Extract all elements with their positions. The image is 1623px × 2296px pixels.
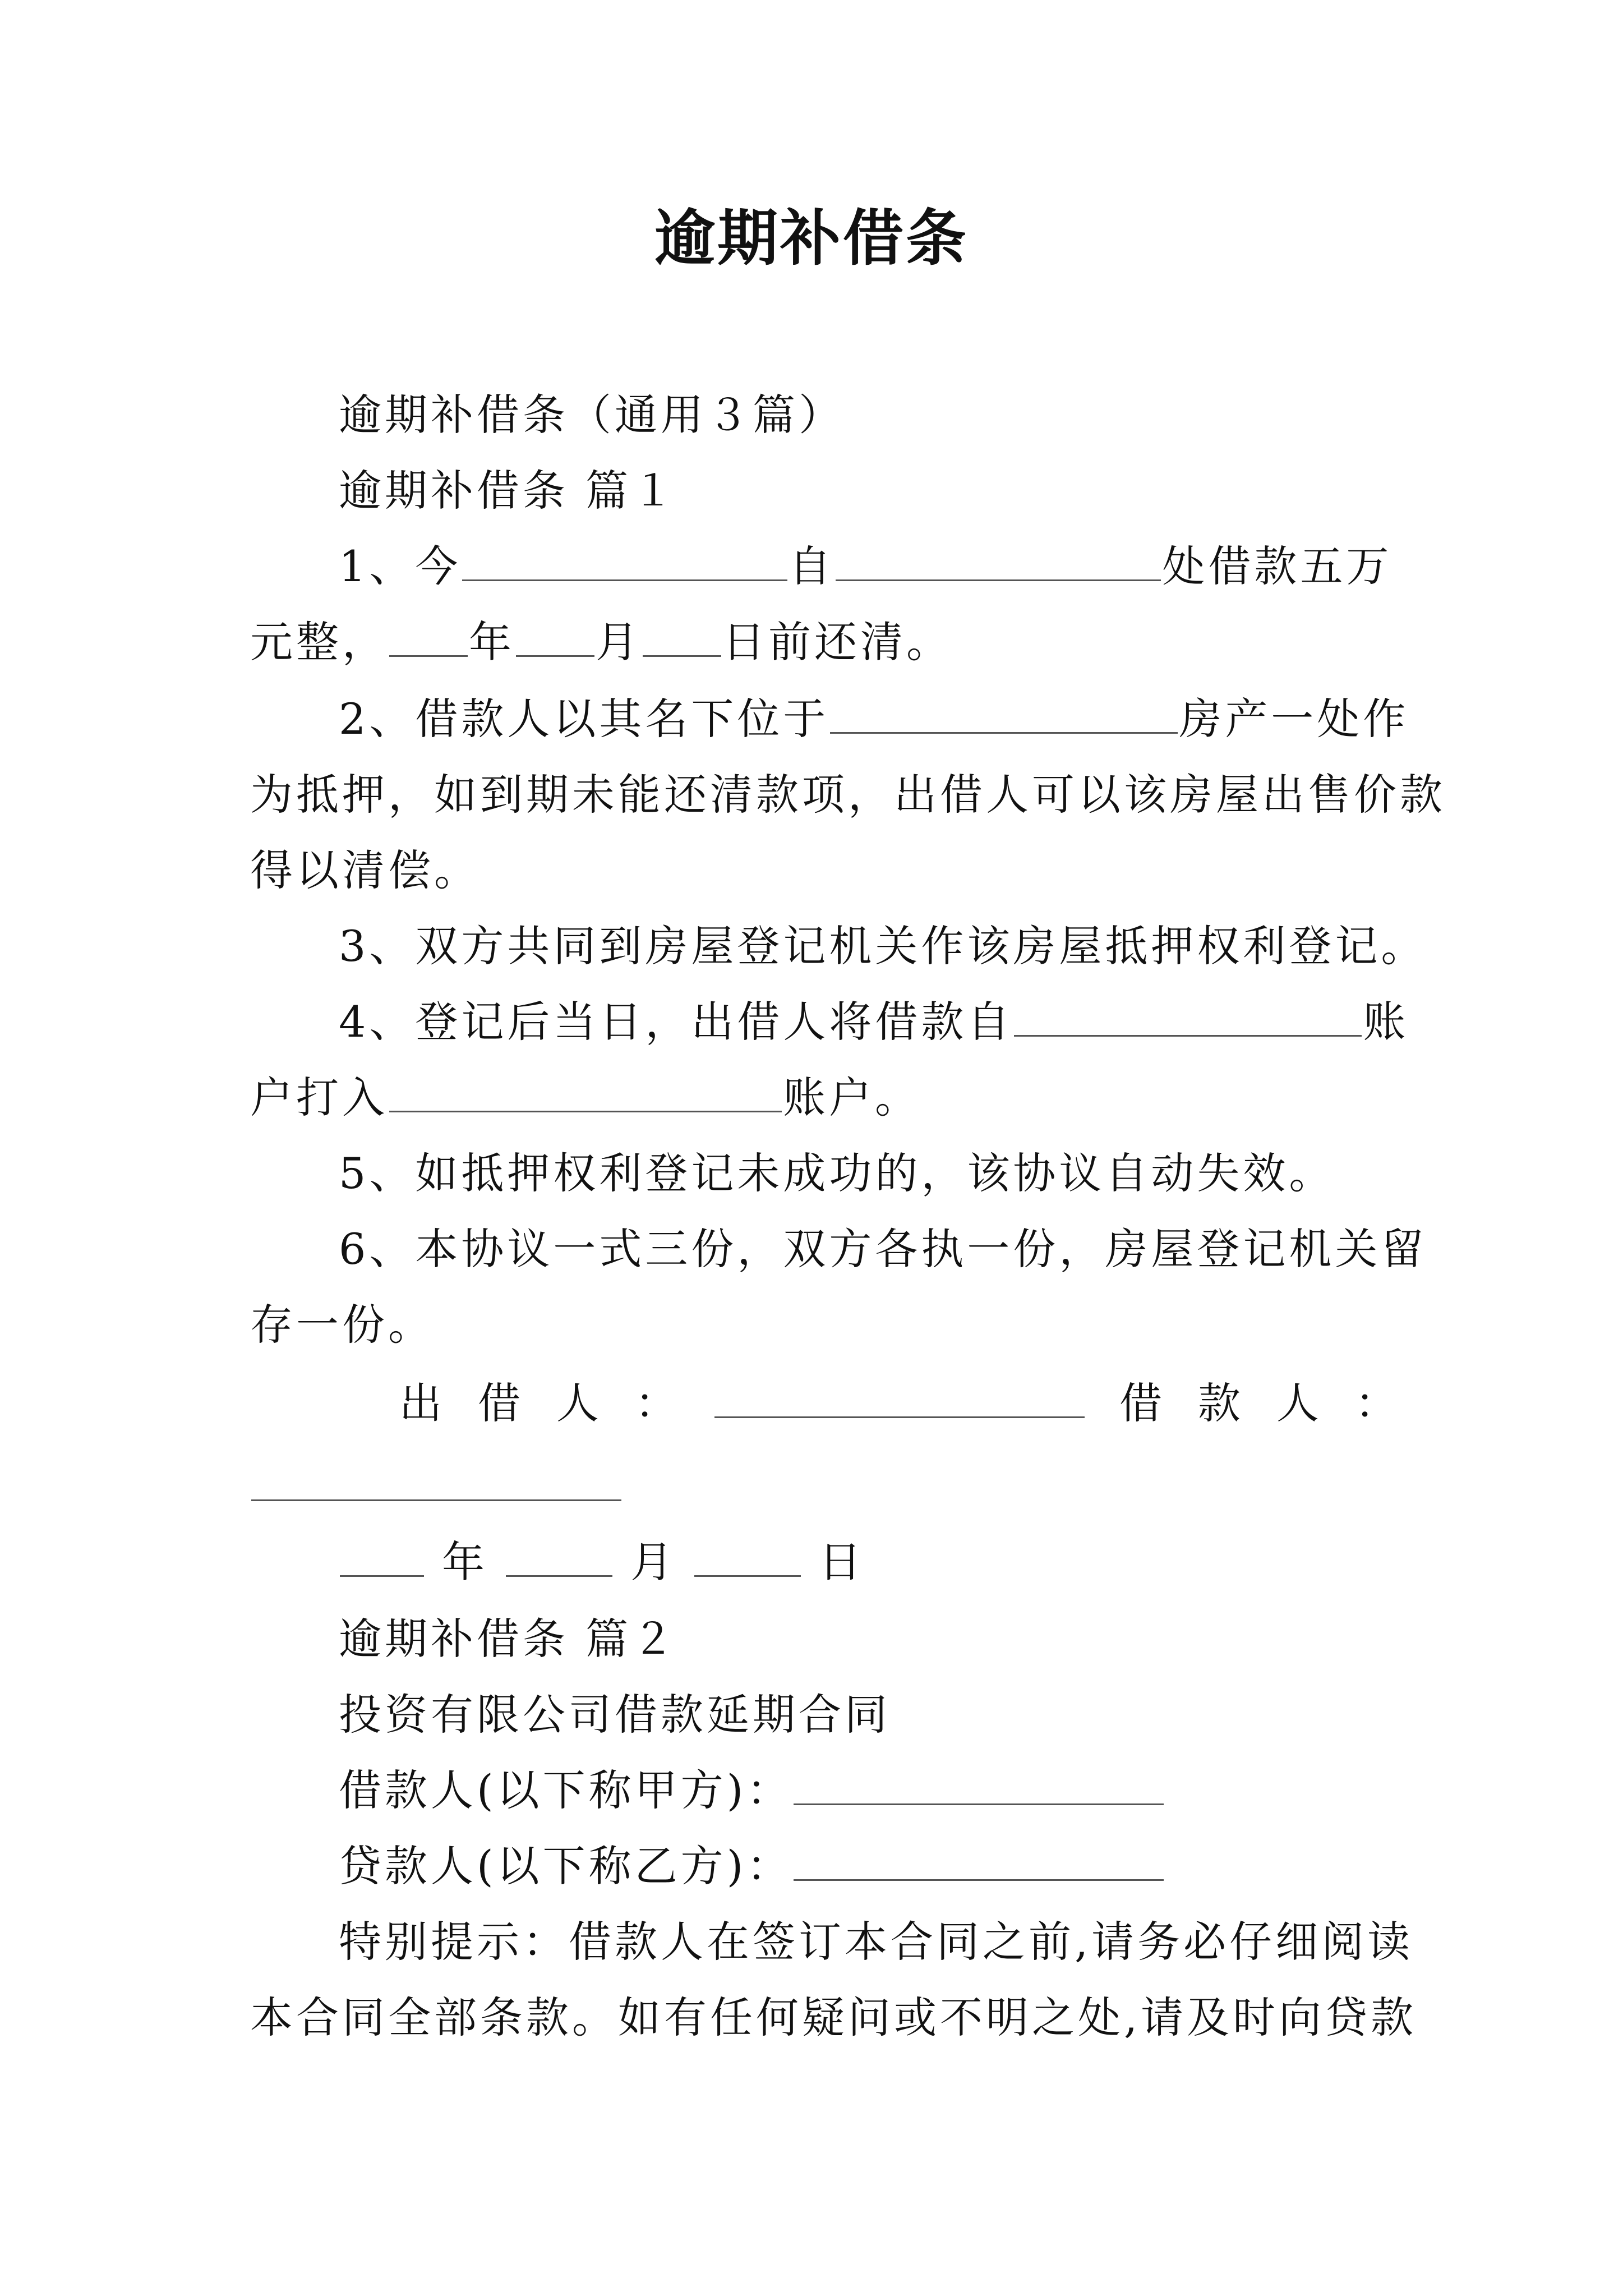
party-b-label: 贷款人(以下称乙方)： — [339, 1841, 793, 1891]
blank-field[interactable] — [462, 540, 787, 581]
item5-line — [250, 1145, 1389, 1202]
date-month-label: 月 — [630, 1537, 676, 1587]
item5-text: 5、如抵押权利登记未成功的，该协议自动失效。 — [339, 1148, 1335, 1198]
blank-field[interactable] — [830, 693, 1178, 734]
party-b-line — [250, 1838, 1389, 1894]
item6-line1 — [250, 1221, 1427, 1277]
item1-text-g: 日前还清。 — [722, 617, 952, 667]
item2-text-d: 得以清偿。 — [250, 845, 480, 895]
item3-line — [250, 918, 1427, 974]
blank-field[interactable] — [643, 616, 721, 657]
document-title: 逾期补借条 — [654, 203, 969, 274]
part1-heading — [250, 463, 1389, 519]
blank-field[interactable] — [389, 616, 468, 657]
item1-text-a: 1、今 — [339, 541, 462, 591]
item6-text-a: 6、本协议一式三份，双方各执一份，房屋登记机关留 — [339, 1224, 1427, 1274]
item2-text-b: 房产一处作 — [1179, 694, 1409, 744]
item1-line2 — [250, 614, 1389, 670]
blank-field[interactable] — [836, 540, 1161, 581]
item2-line3 — [250, 843, 1389, 899]
part2-heading — [250, 1611, 1389, 1667]
part1-heading-text: 逾期补借条 篇１ — [339, 466, 678, 516]
item4-line1 — [250, 994, 1409, 1050]
item4-text-b: 账 — [1363, 997, 1409, 1047]
party-b-field[interactable] — [794, 1840, 1164, 1881]
blank-field[interactable] — [340, 1536, 424, 1577]
item1-text-f: 月 — [596, 617, 642, 667]
item1-text-c: 处借款五万 — [1162, 541, 1393, 591]
date-day-label: 日 — [819, 1537, 865, 1587]
blank-field[interactable] — [389, 1071, 782, 1112]
lender-label: 出借人： — [399, 1378, 713, 1428]
borrower-signature-field[interactable] — [251, 1466, 621, 1501]
lender-signature-field[interactable] — [714, 1377, 1085, 1418]
date-line — [250, 1534, 1389, 1590]
item4-line2 — [250, 1070, 1389, 1126]
subtitle-text: 逾期补借条（通用３篇） — [339, 390, 845, 440]
party-a-label: 借款人(以下称甲方)： — [339, 1765, 793, 1815]
notice-text-a: 特别提示：借款人在签订本合同之前,请务必仔细阅读 — [339, 1917, 1414, 1967]
borrower-signature-line — [250, 1458, 1389, 1515]
blank-field[interactable] — [516, 616, 594, 657]
borrower-label: 借款人： — [1119, 1378, 1433, 1428]
item4-text-c: 户打入 — [250, 1073, 388, 1122]
contract-title: 投资有限公司借款延期合同 — [339, 1690, 891, 1740]
notice-line1 — [250, 1914, 1414, 1970]
item1-text-e: 年 — [469, 617, 515, 667]
item1-text-d: 元整， — [250, 617, 388, 667]
notice-line2 — [250, 1990, 1417, 2046]
item6-line2 — [250, 1297, 1389, 1353]
blank-field[interactable] — [506, 1536, 612, 1577]
item1-text-b: 自 — [789, 541, 835, 591]
party-a-line — [250, 1763, 1389, 1819]
contract-title-line — [250, 1687, 1389, 1743]
item1-line1 — [250, 539, 1393, 595]
part2-heading-text: 逾期补借条 篇２ — [339, 1614, 678, 1664]
item2-line1 — [250, 691, 1409, 747]
item6-text-b: 存一份。 — [250, 1300, 434, 1350]
blank-field[interactable] — [694, 1536, 801, 1577]
date-year-label: 年 — [442, 1537, 488, 1587]
document-subtitle — [250, 387, 1389, 443]
notice-text-b: 本合同全部条款。如有任何疑问或不明之处,请及时向贷款 — [250, 1993, 1417, 2042]
item2-line2 — [250, 767, 1446, 823]
item2-text-a: 2、借款人以其名下位于 — [339, 694, 829, 744]
item3-text: 3、双方共同到房屋登记机关作该房屋抵押权利登记。 — [339, 921, 1427, 971]
item2-text-c: 为抵押，如到期未能还清款项，出借人可以该房屋出售价款 — [250, 770, 1446, 820]
party-a-field[interactable] — [794, 1764, 1164, 1805]
item4-text-d: 账户。 — [783, 1073, 921, 1122]
item4-text-a: 4、登记后当日，出借人将借款自 — [339, 997, 1013, 1047]
signature-line — [399, 1375, 1433, 1432]
blank-field[interactable] — [1014, 996, 1362, 1037]
